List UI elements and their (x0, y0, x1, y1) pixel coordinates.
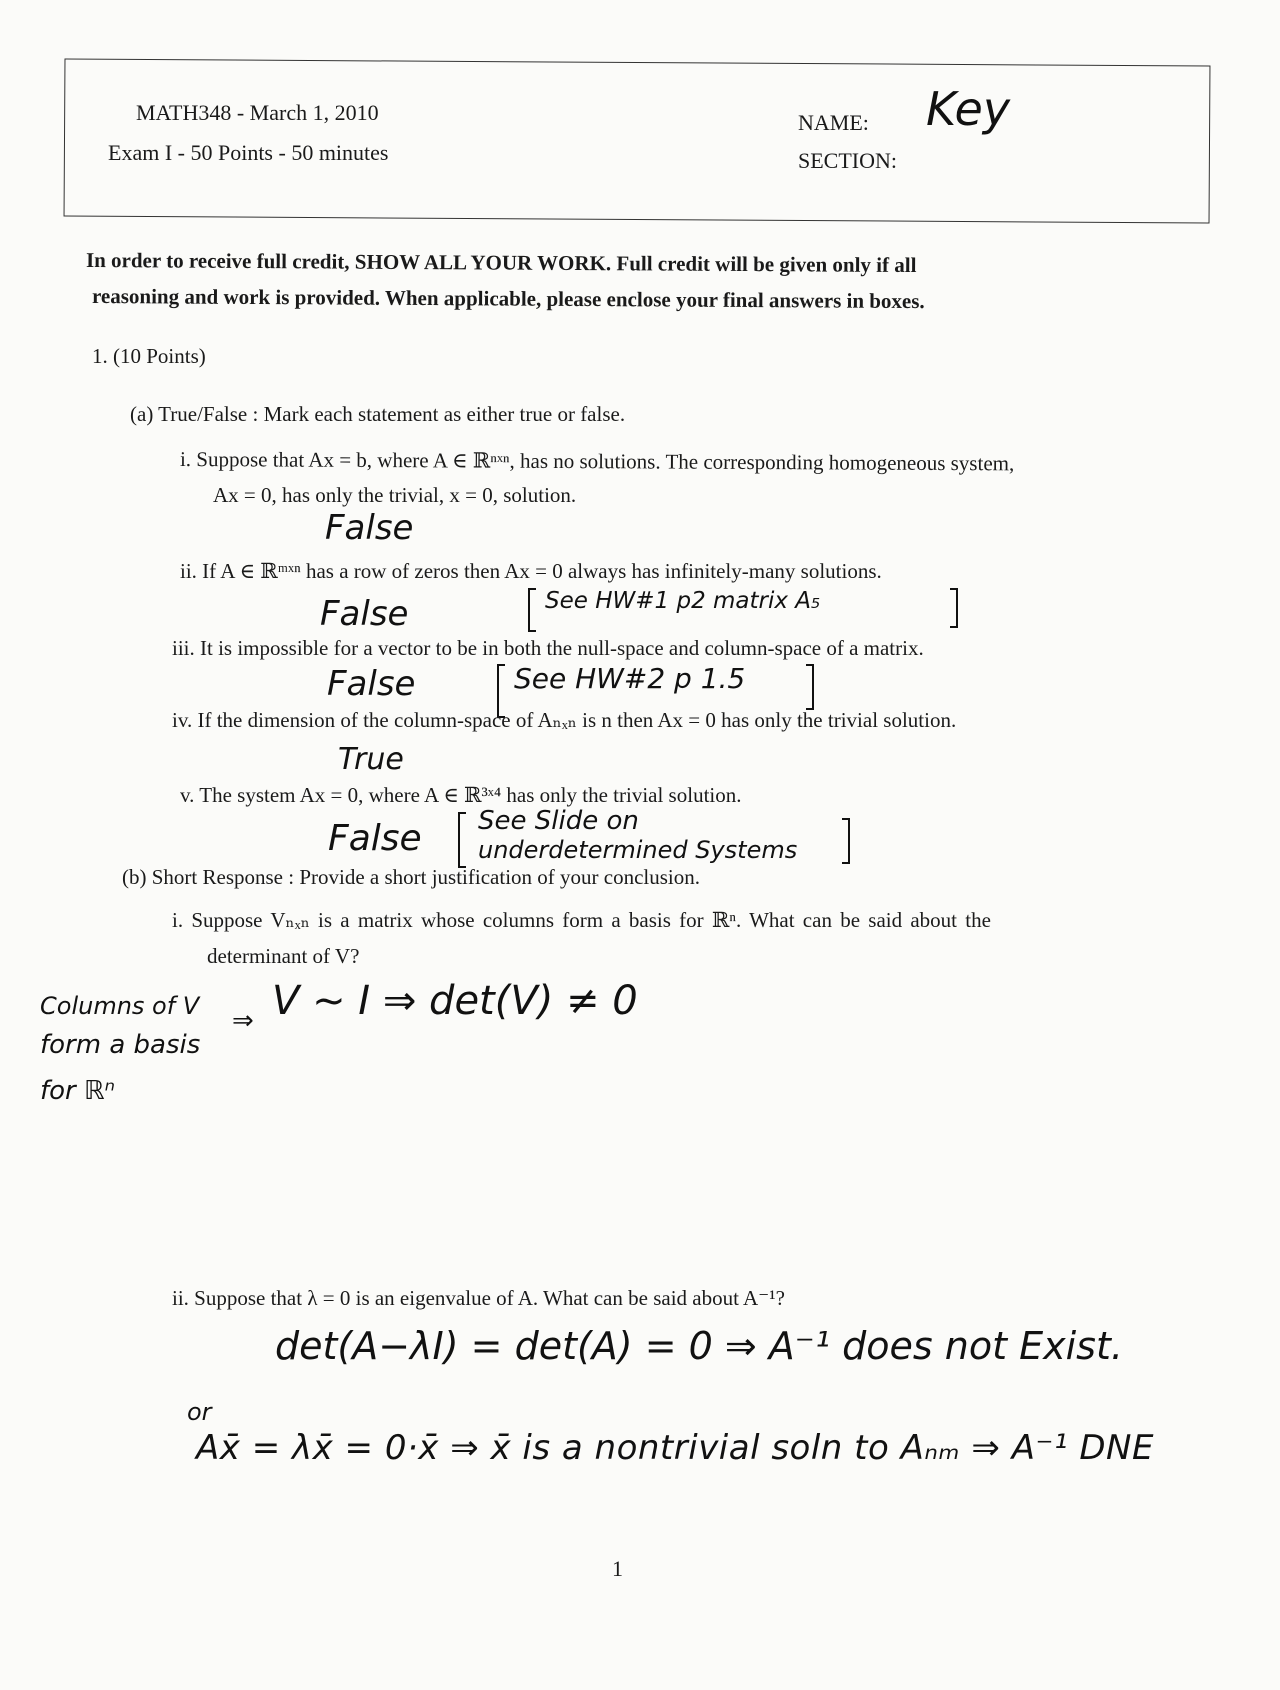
page-number: 1 (612, 1556, 623, 1581)
sr-item-2-hand-line-2: Ax̄ = λx̄ = 0·x̄ ⇒ x̄ is a nontrivial soln to Aₙₘ ⇒ A⁻¹ DNE (196, 1428, 1154, 1468)
name-handwritten: Key (926, 82, 1011, 136)
tf-item-5-bracket-right (842, 818, 850, 864)
tf-item-3-answer: False (327, 664, 416, 704)
tf-item-2-answer: False (320, 594, 409, 634)
tf-item-3-bracket-right (806, 664, 814, 710)
tf-item-1-line-1: i. Suppose that Ax = b, where A ∈ ℝⁿˣⁿ, has no solutions. The corresponding homogeneous system, (179, 447, 1015, 476)
tf-item-5-answer: False (328, 818, 422, 859)
sr-item-1-line-2: determinant of V? (207, 944, 360, 968)
tf-item-4-answer: True (338, 742, 404, 777)
name-label: NAME: (798, 110, 869, 135)
course-line: MATH348 - March 1, 2010 (136, 100, 379, 125)
tf-item-1-line-2: Ax = 0, has only the trivial, x = 0, solution. (213, 483, 577, 507)
sr-item-1-hand-side-2: form a basis (40, 1030, 201, 1060)
sr-item-1-hand-side-1: Columns of V (40, 992, 200, 1020)
part-a-label: (a) True/False : Mark each statement as either true or false. (130, 402, 626, 426)
tf-item-2-bracket-right (950, 588, 958, 628)
sr-item-2-hand-line-1: det(A−λI) = det(A) = 0 ⇒ A⁻¹ does not Exist. (275, 1324, 1123, 1368)
sr-item-2-hand-or: or (187, 1398, 212, 1426)
sr-item-1-hand-main: V ~ I ⇒ det(V) ≠ 0 (272, 978, 638, 1024)
tf-item-1-answer: False (325, 508, 414, 548)
tf-item-4-line-1: iv. If the dimension of the column-space of Aₙₓₙ is n then Ax = 0 has only the trivial solution. (172, 708, 957, 732)
tf-item-3-note: See HW#2 p 1.5 (514, 662, 746, 695)
tf-item-5-note-line-2: underdetermined Systems (478, 836, 798, 864)
sr-item-1-hand-side-3: for ℝⁿ (40, 1076, 115, 1106)
sr-item-1-hand-arrow: ⇒ (232, 1006, 254, 1036)
tf-item-5-note-line-1: See Slide on (478, 806, 639, 836)
section-label: SECTION: (798, 148, 897, 173)
tf-item-3-line-1: iii. It is impossible for a vector to be in both the null-space and column-space of a matrix. (172, 636, 924, 660)
exam-line: Exam I - 50 Points - 50 minutes (108, 140, 389, 165)
part-b-label: (b) Short Response : Provide a short justification of your conclusion. (122, 865, 701, 889)
tf-item-5-line-1: v. The system Ax = 0, where A ∈ ℝ³ˣ⁴ has only the trivial solution. (180, 783, 742, 807)
sr-item-2-line-1: ii. Suppose that λ = 0 is an eigenvalue of A. What can be said about A⁻¹? (172, 1286, 785, 1310)
tf-item-5-bracket-left (458, 812, 466, 868)
problem-1-title: 1. (10 Points) (92, 344, 206, 368)
instructions-line-1: In order to receive full credit, SHOW ALL YOUR WORK. Full credit will be given only if all (85, 248, 917, 278)
instructions-line-2: reasoning and work is provided. When applicable, please enclose your final answers in boxes. (91, 284, 925, 314)
tf-item-2-note: See HW#1 p2 matrix A₅ (545, 588, 821, 614)
sr-item-1-line-1: i. Suppose Vₙₓₙ is a matrix whose columns form a basis for ℝⁿ. What can be said about the (172, 908, 991, 932)
tf-item-2-bracket-left (528, 588, 536, 632)
tf-item-2-line-1: ii. If A ∈ ℝᵐˣⁿ has a row of zeros then Ax = 0 always has infinitely-many solutions. (180, 559, 882, 583)
